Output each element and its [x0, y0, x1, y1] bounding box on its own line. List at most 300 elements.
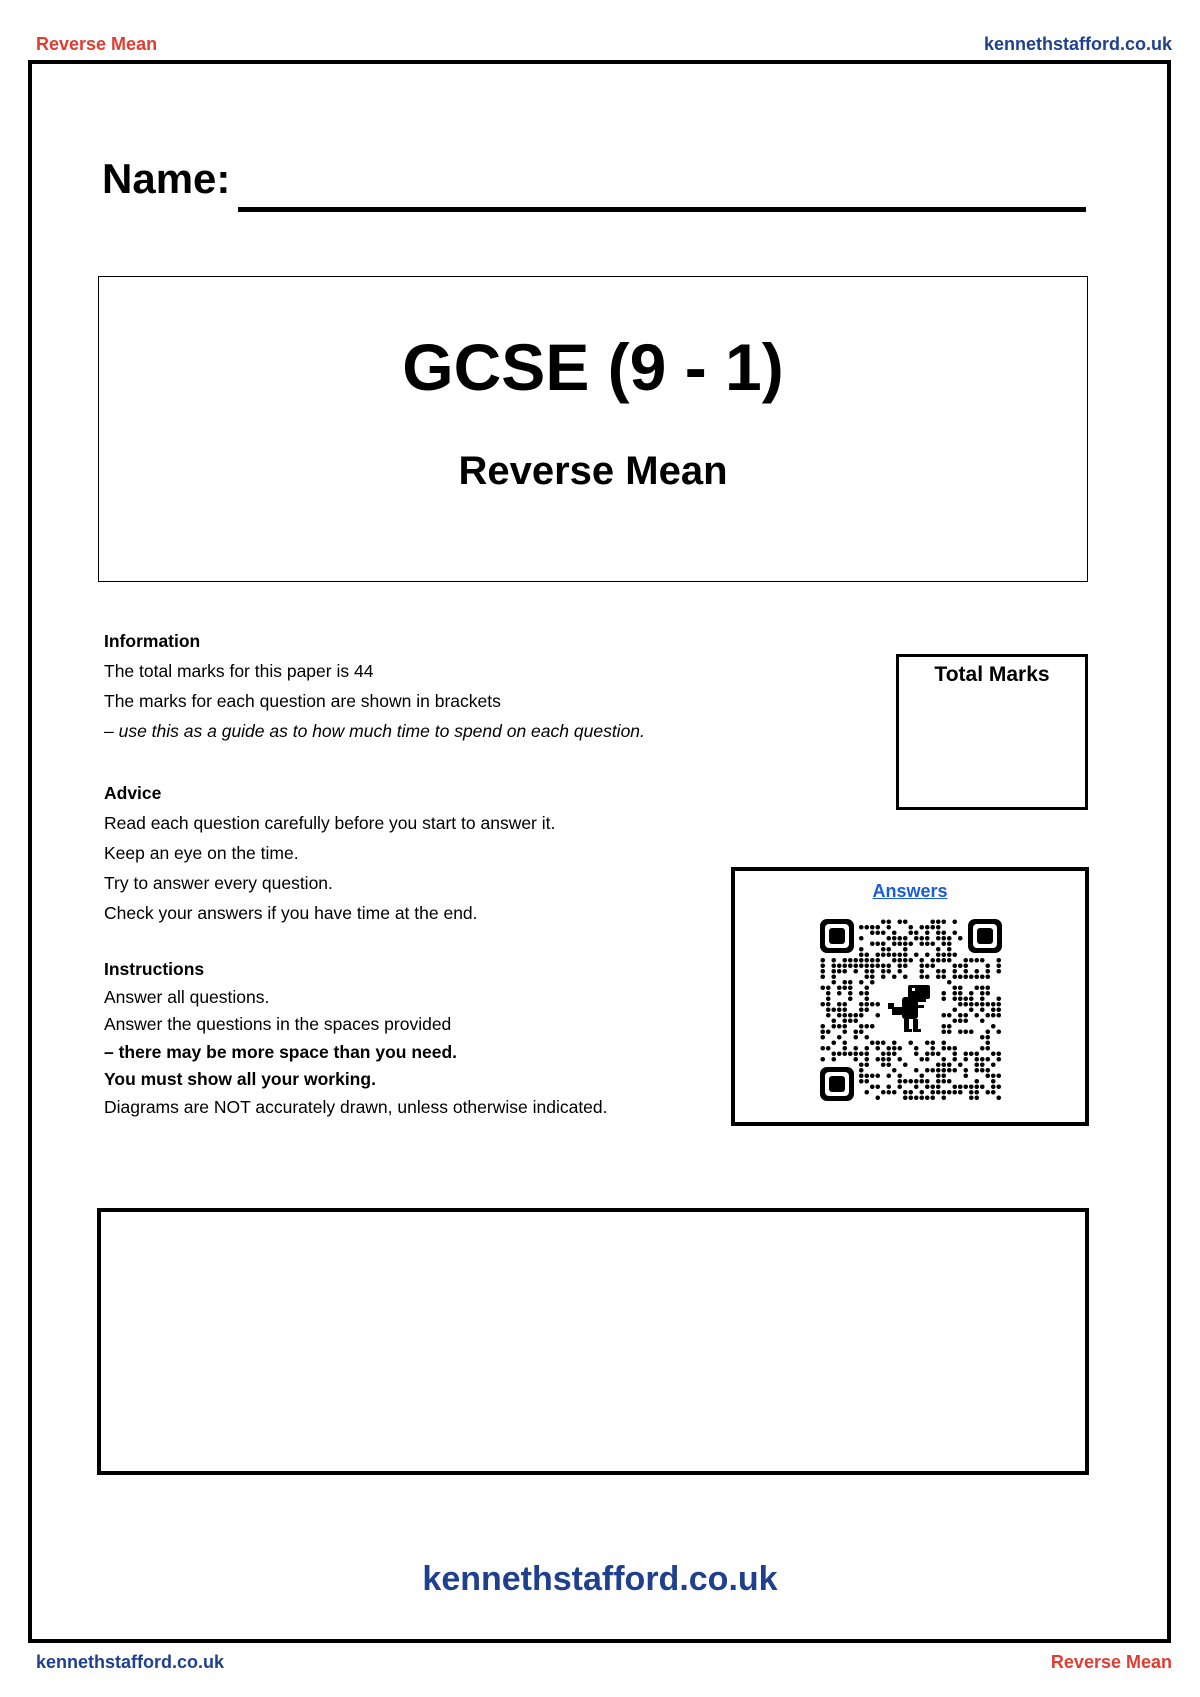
qr-module: [864, 969, 869, 974]
qr-module: [958, 1018, 963, 1023]
qr-module: [947, 980, 952, 985]
qr-module: [952, 930, 957, 935]
qr-module: [996, 958, 1001, 963]
qr-module: [859, 1013, 864, 1018]
qr-module: [941, 1046, 946, 1051]
qr-module: [996, 1007, 1001, 1012]
qr-module: [864, 991, 869, 996]
qr-module: [842, 958, 847, 963]
qr-module: [958, 1002, 963, 1007]
qr-module: [892, 1068, 897, 1073]
qr-module: [881, 919, 886, 924]
qr-module: [925, 1051, 930, 1056]
qr-module: [952, 919, 957, 924]
qr-module: [864, 1046, 869, 1051]
qr-module: [980, 1062, 985, 1067]
qr-module: [974, 1057, 979, 1062]
qr-module: [892, 930, 897, 935]
qr-module: [974, 974, 979, 979]
qr-module: [974, 985, 979, 990]
qr-module: [936, 919, 941, 924]
qr-module: [859, 1068, 864, 1073]
qr-module: [859, 980, 864, 985]
qr-module: [826, 996, 831, 1001]
qr-module: [952, 1084, 957, 1089]
qr-module: [941, 1040, 946, 1045]
qr-module: [853, 1057, 858, 1062]
qr-module: [925, 952, 930, 957]
qr-module: [870, 930, 875, 935]
qr-module: [908, 1095, 913, 1100]
qr-module: [991, 1007, 996, 1012]
qr-module: [914, 1084, 919, 1089]
qr-module: [870, 1002, 875, 1007]
qr-module: [886, 947, 891, 952]
qr-module: [848, 1051, 853, 1056]
qr-module: [969, 1029, 974, 1034]
qr-module: [908, 958, 913, 963]
qr-module: [947, 1068, 952, 1073]
qr-module: [980, 1057, 985, 1062]
qr-module: [996, 1051, 1001, 1056]
qr-module: [958, 963, 963, 968]
qr-module: [952, 1007, 957, 1012]
qr-module: [820, 985, 825, 990]
qr-module: [936, 1084, 941, 1089]
qr-module: [853, 1018, 858, 1023]
qr-module: [837, 963, 842, 968]
qr-module: [952, 991, 957, 996]
qr-module: [820, 1057, 825, 1062]
qr-module: [936, 947, 941, 952]
qr-module: [941, 1029, 946, 1034]
qr-module: [925, 1068, 930, 1073]
qr-module: [919, 1095, 924, 1100]
qr-module: [963, 1057, 968, 1062]
qr-module: [952, 952, 957, 957]
qr-module: [886, 1073, 891, 1078]
qr-module: [848, 980, 853, 985]
qr-module: [859, 1051, 864, 1056]
qr-module: [826, 1002, 831, 1007]
qr-module: [941, 1024, 946, 1029]
qr-module: [936, 969, 941, 974]
qr-module: [897, 958, 902, 963]
qr-module: [859, 1007, 864, 1012]
qr-module: [919, 941, 924, 946]
qr-module: [859, 991, 864, 996]
advice-section: [104, 778, 555, 928]
qr-module: [859, 936, 864, 941]
answers-qr-code[interactable]: [820, 919, 1002, 1101]
qr-module: [952, 1057, 957, 1062]
qr-module: [820, 1002, 825, 1007]
qr-module: [831, 969, 836, 974]
qr-module: [952, 1090, 957, 1095]
qr-module: [925, 1057, 930, 1062]
qr-module: [870, 963, 875, 968]
qr-module: [897, 952, 902, 957]
qr-module: [842, 1051, 847, 1056]
qr-module: [996, 963, 1001, 968]
qr-module: [842, 1013, 847, 1018]
qr-module: [886, 963, 891, 968]
qr-module: [903, 1062, 908, 1067]
information-section: [104, 626, 645, 746]
qr-module: [831, 958, 836, 963]
qr-module: [958, 936, 963, 941]
qr-module: [908, 1079, 913, 1084]
qr-module: [974, 1084, 979, 1089]
advice-line: Read each question carefully before you start to answer it.: [104, 813, 556, 833]
qr-module: [903, 941, 908, 946]
qr-module: [886, 952, 891, 957]
qr-module: [985, 985, 990, 990]
qr-module: [991, 1090, 996, 1095]
qr-module: [875, 1046, 880, 1051]
qr-module: [875, 930, 880, 935]
qr-module: [853, 1029, 858, 1034]
qr-module: [919, 936, 924, 941]
qr-module: [936, 952, 941, 957]
qr-module: [842, 1029, 847, 1034]
qr-module: [886, 925, 891, 930]
qr-module: [936, 958, 941, 963]
qr-module: [875, 1084, 880, 1089]
qr-module: [963, 1051, 968, 1056]
qr-module: [963, 1029, 968, 1034]
qr-module: [985, 1013, 990, 1018]
qr-module: [985, 1068, 990, 1073]
qr-module: [886, 1046, 891, 1051]
qr-module: [925, 1040, 930, 1045]
qr-module: [941, 1062, 946, 1067]
qr-module: [958, 1029, 963, 1034]
qr-module: [826, 985, 831, 990]
qr-module: [930, 1090, 935, 1095]
qr-module: [952, 974, 957, 979]
qr-module: [952, 1051, 957, 1056]
qr-module: [903, 963, 908, 968]
qr-module: [980, 985, 985, 990]
qr-module: [952, 1018, 957, 1023]
topic-title: Reverse Mean: [458, 449, 728, 493]
qr-module: [837, 1051, 842, 1056]
qr-module: [864, 1073, 869, 1078]
exam-title: GCSE (9 - 1): [402, 330, 784, 404]
qr-module: [936, 1079, 941, 1084]
qr-module: [925, 930, 930, 935]
qr-module: [820, 1046, 825, 1051]
qr-module: [963, 963, 968, 968]
qr-module: [914, 1046, 919, 1051]
qr-module: [930, 1051, 935, 1056]
qr-module: [952, 1068, 957, 1073]
qr-module: [842, 1024, 847, 1029]
qr-module: [952, 969, 957, 974]
qr-module: [980, 1018, 985, 1023]
qr-module: [930, 941, 935, 946]
qr-module: [837, 969, 842, 974]
qr-module: [930, 963, 935, 968]
instructions-line: You must show all your working.: [104, 1069, 376, 1089]
qr-module: [991, 1062, 996, 1067]
qr-module: [963, 958, 968, 963]
advice-line: Check your answers if you have time at the end.: [104, 903, 478, 923]
qr-module: [881, 974, 886, 979]
title-box: [98, 276, 1088, 582]
qr-module: [925, 1079, 930, 1084]
qr-module: [842, 1007, 847, 1012]
total-marks-box: [896, 654, 1088, 810]
qr-module: [941, 1090, 946, 1095]
qr-module: [826, 1013, 831, 1018]
qr-module: [941, 941, 946, 946]
qr-module: [936, 1073, 941, 1078]
qr-module: [870, 1073, 875, 1078]
qr-module: [941, 1079, 946, 1084]
qr-module: [985, 974, 990, 979]
qr-module: [947, 958, 952, 963]
qr-module: [947, 947, 952, 952]
qr-module: [980, 1046, 985, 1051]
qr-module: [881, 947, 886, 952]
footer-website[interactable]: kennethstafford.co.uk: [422, 1560, 778, 1598]
qr-module: [837, 1013, 842, 1018]
qr-module: [870, 958, 875, 963]
qr-module: [870, 980, 875, 985]
qr-module: [842, 985, 847, 990]
answers-link[interactable]: Answers: [872, 881, 948, 901]
qr-module: [985, 1029, 990, 1034]
qr-module: [864, 1002, 869, 1007]
qr-module: [842, 963, 847, 968]
qr-module: [969, 1084, 974, 1089]
qr-module: [820, 969, 825, 974]
qr-module: [947, 936, 952, 941]
qr-module: [820, 963, 825, 968]
qr-module: [919, 1073, 924, 1078]
qr-module: [974, 1079, 979, 1084]
qr-module: [886, 1062, 891, 1067]
qr-module: [875, 1073, 880, 1078]
qr-module: [837, 1007, 842, 1012]
qr-module: [941, 969, 946, 974]
qr-module: [996, 1002, 1001, 1007]
qr-module: [985, 1040, 990, 1045]
qr-module: [930, 1095, 935, 1100]
qr-module: [914, 1068, 919, 1073]
qr-module: [919, 1079, 924, 1084]
qr-module: [919, 1090, 924, 1095]
qr-module: [914, 1095, 919, 1100]
qr-module: [947, 1024, 952, 1029]
qr-module: [886, 919, 891, 924]
qr-module: [853, 1046, 858, 1051]
qr-module: [864, 1062, 869, 1067]
qr-module: [941, 1013, 946, 1018]
qr-module: [963, 1018, 968, 1023]
qr-module: [985, 1046, 990, 1051]
qr-module: [864, 1024, 869, 1029]
qr-module: [864, 925, 869, 930]
qr-module: [974, 969, 979, 974]
qr-module: [996, 1013, 1001, 1018]
qr-module: [969, 1090, 974, 1095]
qr-module: [831, 974, 836, 979]
qr-module: [936, 930, 941, 935]
qr-module: [886, 936, 891, 941]
qr-module: [864, 958, 869, 963]
qr-module: [914, 936, 919, 941]
qr-module: [881, 963, 886, 968]
qr-module: [853, 969, 858, 974]
qr-module: [985, 1073, 990, 1078]
qr-module: [958, 1090, 963, 1095]
qr-module: [859, 1073, 864, 1078]
information-heading: Information: [104, 631, 201, 651]
qr-module: [897, 1073, 902, 1078]
qr-module: [903, 974, 908, 979]
qr-module: [892, 974, 897, 979]
information-line: The marks for each question are shown in brackets: [104, 691, 501, 711]
qr-module: [897, 1046, 902, 1051]
name-answer-line: [238, 207, 1086, 212]
qr-module: [892, 1090, 897, 1095]
qr-module: [985, 1090, 990, 1095]
qr-module: [859, 963, 864, 968]
qr-module: [897, 1057, 902, 1062]
qr-module: [974, 1095, 979, 1100]
qr-module: [831, 1040, 836, 1045]
qr-module: [848, 991, 853, 996]
qr-module: [969, 1007, 974, 1012]
qr-module: [947, 1062, 952, 1067]
qr-module: [881, 1040, 886, 1045]
qr-module: [903, 1095, 908, 1100]
qr-module: [848, 996, 853, 1001]
qr-module: [831, 1024, 836, 1029]
qr-module: [947, 1046, 952, 1051]
qr-module: [947, 952, 952, 957]
qr-module: [980, 958, 985, 963]
qr-module: [875, 1002, 880, 1007]
qr-module: [963, 1073, 968, 1078]
qr-module: [903, 919, 908, 924]
qr-module: [826, 1007, 831, 1012]
qr-module: [870, 1024, 875, 1029]
qr-module: [875, 1013, 880, 1018]
qr-module: [864, 974, 869, 979]
qr-module: [859, 958, 864, 963]
qr-module: [991, 1002, 996, 1007]
qr-module: [980, 1002, 985, 1007]
qr-module: [903, 1079, 908, 1084]
qr-module: [958, 974, 963, 979]
qr-module: [991, 1084, 996, 1089]
qr-module: [974, 1068, 979, 1073]
qr-module: [848, 1013, 853, 1018]
qr-module: [919, 925, 924, 930]
qr-module: [870, 1040, 875, 1045]
qr-module: [903, 947, 908, 952]
qr-module: [864, 1057, 869, 1062]
qr-module: [820, 1035, 825, 1040]
instructions-line: Diagrams are NOT accurately drawn, unless otherwise indicated.: [104, 1096, 608, 1117]
qr-module: [925, 963, 930, 968]
qr-module: [952, 963, 957, 968]
qr-module: [925, 941, 930, 946]
qr-module: [985, 991, 990, 996]
qr-module: [864, 1007, 869, 1012]
qr-module: [958, 996, 963, 1001]
qr-module: [826, 991, 831, 996]
qr-module: [941, 919, 946, 924]
qr-module: [842, 1046, 847, 1051]
qr-module: [980, 1035, 985, 1040]
qr-module: [941, 991, 946, 996]
qr-module: [881, 1051, 886, 1056]
qr-module: [875, 941, 880, 946]
qr-module: [837, 1002, 842, 1007]
qr-module: [870, 969, 875, 974]
advice-line: Try to answer every question.: [104, 873, 333, 893]
qr-module: [936, 1062, 941, 1067]
qr-module: [875, 1057, 880, 1062]
qr-module: [996, 1029, 1001, 1034]
qr-module: [969, 996, 974, 1001]
qr-module: [996, 1073, 1001, 1078]
qr-module: [991, 1013, 996, 1018]
qr-module: [875, 952, 880, 957]
qr-module: [958, 1013, 963, 1018]
qr-module: [831, 1057, 836, 1062]
qr-module: [881, 952, 886, 957]
qr-module: [864, 1051, 869, 1056]
qr-module: [831, 1018, 836, 1023]
qr-module: [908, 925, 913, 930]
qr-module: [985, 1057, 990, 1062]
qr-module: [930, 919, 935, 924]
qr-module: [996, 996, 1001, 1001]
qr-module: [947, 1013, 952, 1018]
qr-module: [925, 936, 930, 941]
qr-module: [941, 930, 946, 935]
qr-module: [897, 1084, 902, 1089]
qr-module: [875, 963, 880, 968]
qr-module: [936, 974, 941, 979]
qr-module: [831, 980, 836, 985]
qr-module: [870, 941, 875, 946]
qr-module: [826, 1046, 831, 1051]
qr-module: [952, 985, 957, 990]
qr-module: [980, 974, 985, 979]
qr-module: [974, 958, 979, 963]
name-label: Name:: [102, 155, 231, 202]
qr-module: [881, 1062, 886, 1067]
qr-module: [886, 969, 891, 974]
qr-module: [958, 985, 963, 990]
qr-module: [908, 1090, 913, 1095]
qr-module: [969, 974, 974, 979]
qr-module: [864, 1035, 869, 1040]
qr-module: [991, 1073, 996, 1078]
header-title: Reverse Mean: [36, 34, 158, 54]
header-site: kennethstafford.co.uk: [983, 34, 1172, 54]
qr-module: [859, 925, 864, 930]
qr-module: [919, 958, 924, 963]
qr-module: [870, 974, 875, 979]
